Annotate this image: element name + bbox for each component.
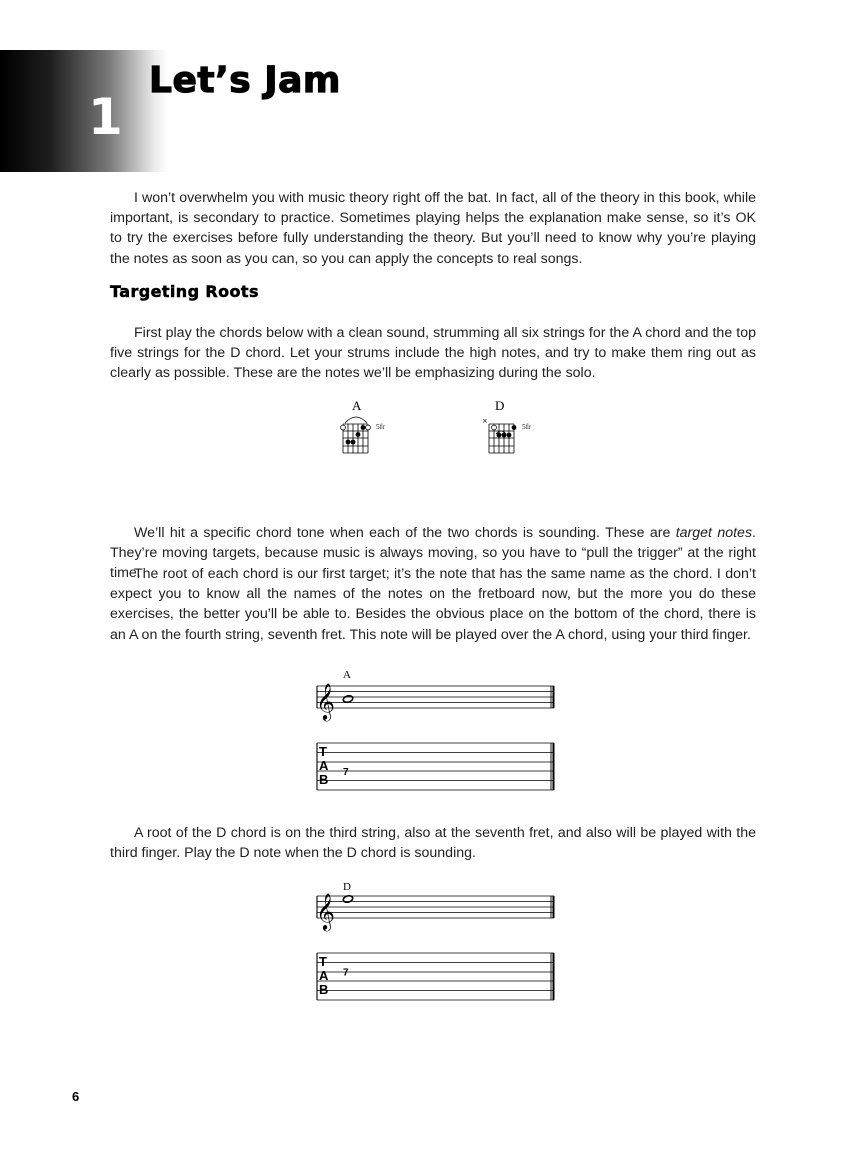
paragraph-text: The root of each chord is our first target; it’s the note that has the same name as the chord. I don’t expect you to know all the names of the notes on the fretboard now, but the more you do these exercises, the better you’ll be able to. Besides the obvious place on the bottom of the chord, there is an A on the fourth string, seventh fret. This note will be played over the A chord, using your third finger. (110, 566, 756, 643)
tab-letter-a: A (319, 758, 329, 773)
chapter-banner (0, 50, 168, 172)
term-target-notes: target notes (675, 525, 753, 541)
staff-chord-symbol: A (343, 669, 351, 681)
paragraph-text: . They’re moving targets, because music is always moving, so you have to “pull the trigger” at the right time. (110, 525, 756, 582)
whole-note (343, 695, 354, 703)
fret-label: 5fr (376, 422, 385, 431)
treble-clef-icon: 𝄞 (316, 892, 335, 930)
tab-letter-b: B (319, 772, 329, 787)
paragraph-text: We’ll hit a specific chord tone when each of the two chords is sounding. These are (134, 525, 676, 541)
tab-fret-number: 7 (343, 767, 349, 778)
paragraph-text: A root of the D chord is on the third string, also at the seventh fret, and also will be played with the third finger. Play the D note when the D chord is sounding. (110, 825, 756, 862)
chord-diagram-d (478, 398, 548, 458)
fret-label: 5fr (522, 422, 531, 431)
staff-chord-symbol: D (343, 881, 351, 893)
section-heading: Targeting Roots (110, 282, 259, 301)
chord-name: D (495, 398, 505, 413)
chapter-title: Let’s Jam (149, 60, 341, 101)
notation-example-a (312, 664, 562, 794)
tab-fret-number: 7 (343, 967, 349, 979)
paragraph-d-root (110, 823, 756, 863)
tab-letter-a: A (319, 968, 329, 983)
svg-text:×: × (482, 417, 488, 425)
intro-paragraph (110, 188, 756, 269)
chord-grid (478, 398, 548, 458)
tab-letter-t: T (319, 744, 327, 759)
paragraph-roots (110, 564, 756, 645)
intro-text: I won’t overwhelm you with music theory right off the bat. In fact, all of the theory in this book, while important, is secondary to practice. Sometimes playing helps the explanation make sense, so it’s OK to try the exercises before fully understanding the theory. But you’ll need to know why you’re playing the notes as soon as you can, so you can apply the concepts to real songs. (110, 190, 756, 267)
treble-clef-icon: 𝄞 (316, 682, 335, 720)
tab-staff (317, 743, 554, 790)
chord-grid (332, 398, 402, 458)
notation-example-d (312, 876, 562, 1006)
tab-letter-t: T (319, 954, 327, 969)
chord-name: A (352, 398, 362, 413)
chapter-number: 1 (88, 88, 121, 146)
paragraph-text: First play the chords below with a clean sound, strumming all six strings for the A chord and the top five strings for the D chord. Let your strums include the high notes, and try to make them ring out as clearly as possible. These are the notes we’ll be emphasizing during the solo. (110, 325, 756, 382)
paragraph-chords-intro (110, 323, 756, 384)
tab-letter-b: B (319, 982, 329, 997)
tab-staff (317, 953, 554, 1000)
page-number: 6 (72, 1089, 80, 1104)
chord-diagram-a (332, 398, 402, 458)
